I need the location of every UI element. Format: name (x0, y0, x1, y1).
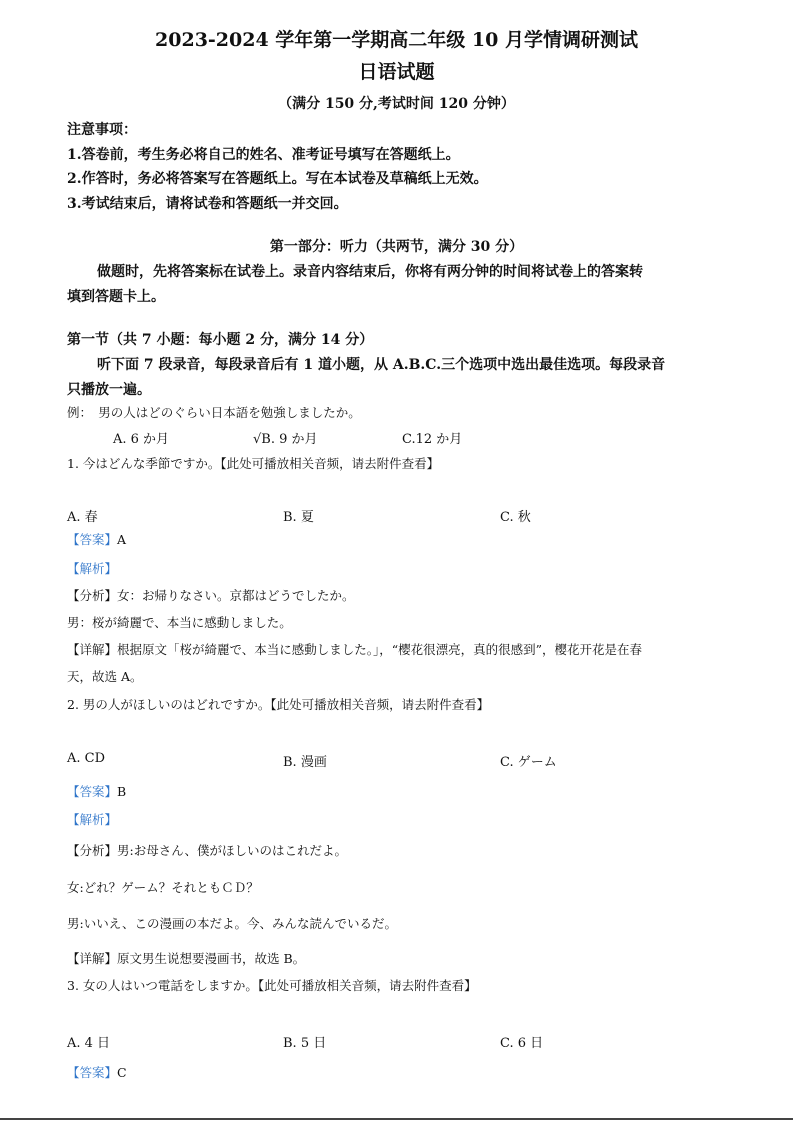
q1-fenxi-line1: 女：お帰りなさい。京都はどうでしたか。 (117, 588, 355, 603)
score-note: （满分 150 分,考试时间 120 分钟） (278, 96, 515, 112)
q3-option-a: A. 4 日 (67, 1036, 111, 1051)
q1-answer-row (67, 531, 126, 549)
q2-detail-label: 【详解】 (67, 951, 118, 966)
q3-answer-row (67, 1064, 127, 1082)
example-option-b: √B. 9 か月 (253, 432, 318, 447)
q1-detail-line1: 根据原文「桜が綺麗で、本当に感動しました。」，“樱花很漂亮，真的很感到”，樱花开花是在春 (117, 642, 643, 657)
q1-option-c: C. 秋 (500, 510, 531, 525)
notice-item-1: 1.答卷前，考生务必将自己的姓名、准考证号填写在答题纸上。 (67, 147, 460, 163)
q3-answer-label: 【答案】 (67, 1065, 118, 1080)
q1-answer-value: A (117, 532, 127, 547)
q2-option-b: B. 漫画 (283, 755, 327, 770)
example-option-c: C.12 か月 (402, 432, 463, 447)
q1-detail-label: 【详解】 (67, 642, 118, 657)
exam-title: 2023-2024 学年第一学期高二年级 10 月学情调研测试 (155, 29, 638, 51)
q3-option-b: B. 5 日 (283, 1036, 327, 1051)
example-question: 例： 男の人はどのぐらい日本語を勉強しましたか。 (67, 405, 361, 420)
q1-fenxi-line2: 男：桜が綺麗で、本当に感動しました。 (67, 615, 292, 630)
part1-heading: 第一部分：听力（共两节，满分 30 分） (269, 239, 524, 255)
section1-instruction-line2: 只播放一遍。 (67, 382, 151, 398)
q2-answer-value: B (117, 784, 127, 799)
q2-answer-row (67, 783, 126, 801)
q1-detail-line2: 天，故选 A。 (67, 669, 143, 684)
q2-option-c: C. ゲーム (500, 755, 557, 770)
q2-analysis-label: 【解析】 (67, 812, 118, 827)
section1-instruction-line1: 听下面 7 段录音，每段录音后有 1 道小题，从 A.B.C.三个选项中选出最佳选项。每段录音 (97, 357, 666, 373)
part1-instruction-line2: 填到答题卡上。 (67, 289, 165, 305)
q1-detail-row (67, 641, 642, 659)
q2-answer-label: 【答案】 (67, 784, 118, 799)
q2-fenxi-line3: 男:いいえ、この漫画の本だよ。今、みんな読んでいるだ。 (67, 916, 397, 931)
q2-detail-line1: 原文男生说想要漫画书，故选 B。 (117, 951, 306, 966)
q2-detail-row (67, 950, 305, 968)
q1-fenxi-row (67, 587, 355, 605)
notice-item-3: 3.考试结束后，请将试卷和答题纸一并交回。 (67, 196, 348, 212)
q2-fenxi-line2: 女:どれ？ゲーム？それともＣＤ？ (67, 880, 259, 895)
section1-heading: 第一节（共 7 小题：每小题 2 分，满分 14 分） (67, 332, 374, 348)
q3-option-c: C. 6 日 (500, 1036, 544, 1051)
part1-instruction-line1: 做题时，先将答案标在试卷上。录音内容结束后，你将有两分钟的时间将试卷上的答案转 (97, 264, 643, 280)
exam-subject: 日语试题 (358, 61, 435, 83)
example-option-a: A. 6 か月 (113, 432, 170, 447)
q3-question: 3. 女の人はいつ電話をしますか。【此处可播放相关音频，请去附件查看】 (67, 978, 477, 993)
q1-fenxi-label: 【分析】 (67, 588, 118, 603)
q2-fenxi-label: 【分析】 (67, 843, 118, 858)
q2-question: 2. 男の人がほしいのはどれですか。【此处可播放相关音频，请去附件查看】 (67, 697, 490, 712)
q2-fenxi-row (67, 842, 347, 860)
page-bottom-divider (0, 1118, 793, 1120)
q1-question: 1. 今はどんな季節ですか。【此处可播放相关音频，请去附件查看】 (67, 456, 440, 471)
q2-option-a: A. CD (67, 751, 106, 766)
q1-option-a: A. 春 (67, 510, 98, 525)
q1-option-b: B. 夏 (283, 510, 314, 525)
notice-item-2: 2.作答时，务必将答案写在答题纸上。写在本试卷及草稿纸上无效。 (67, 171, 488, 187)
q1-analysis-label: 【解析】 (67, 561, 118, 576)
q3-answer-value: C (117, 1065, 127, 1080)
notice-heading: 注意事项： (67, 122, 137, 138)
q1-answer-label: 【答案】 (67, 532, 118, 547)
q2-fenxi-line1: 男:お母さん、僕がほしいのはこれだよ。 (117, 843, 347, 858)
